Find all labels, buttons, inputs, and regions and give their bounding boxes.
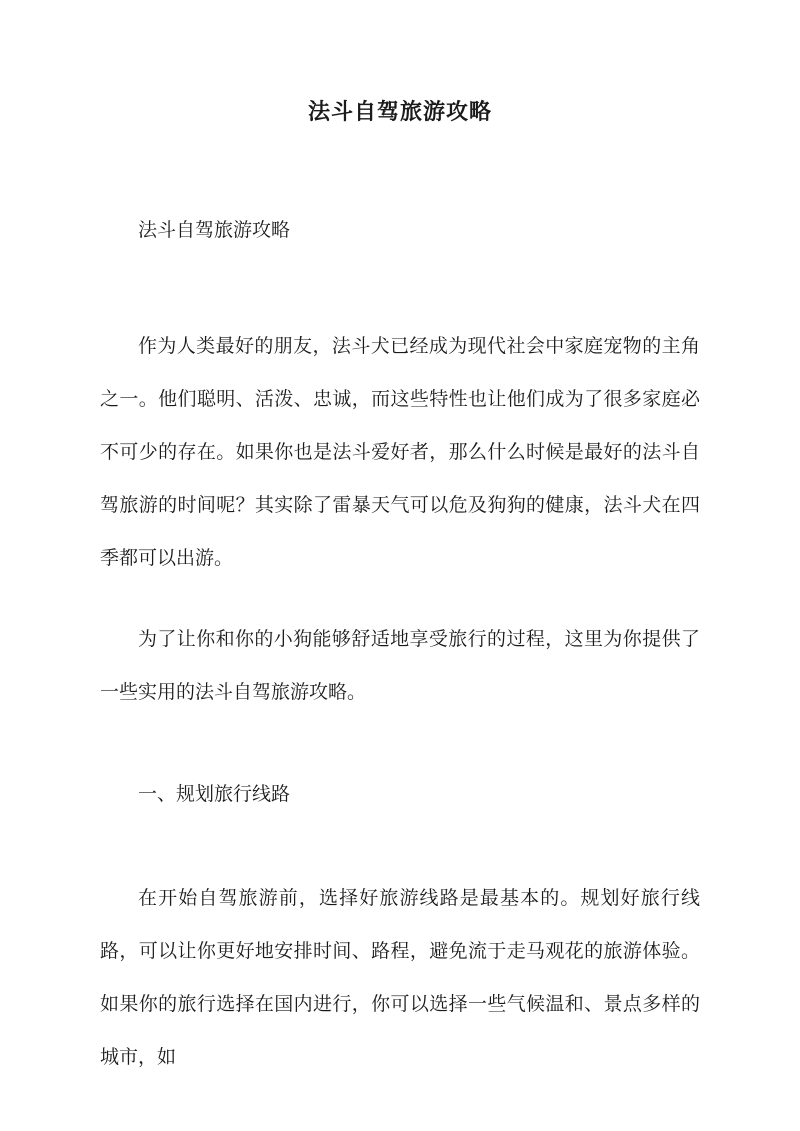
tips-paragraph: 为了让你和你的小狗能够舒适地享受旅行的过程，这里为你提供了一些实用的法斗自驾旅游攻略。 <box>100 628 700 703</box>
section-heading-route: 一、规划旅行线路 <box>138 783 291 805</box>
subtitle-paragraph: 法斗自驾旅游攻略 <box>138 219 291 241</box>
document-title: 法斗自驾旅游攻略 <box>307 99 492 125</box>
route-paragraph: 在开始自驾旅游前，选择好旅游线路是最基本的。规划好旅行线路，可以让你更好地安排时间、路程，避免流于走马观花的旅游体验。如果你的旅行选择在国内进行，你可以选择一些气候温和、景点多样的城市，如 <box>100 887 700 1068</box>
intro-paragraph: 作为人类最好的朋友，法斗犬已经成为现代社会中家庭宠物的主角之一。他们聪明、活泼、忠诚，而这些特性也让他们成为了很多家庭必不可少的存在。如果你也是法斗爱好者，那么什么时候是最好的法斗自驾旅游的时间呢？其实除了雷暴天气可以危及狗狗的健康，法斗犬在四季都可以出游。 <box>100 335 700 569</box>
